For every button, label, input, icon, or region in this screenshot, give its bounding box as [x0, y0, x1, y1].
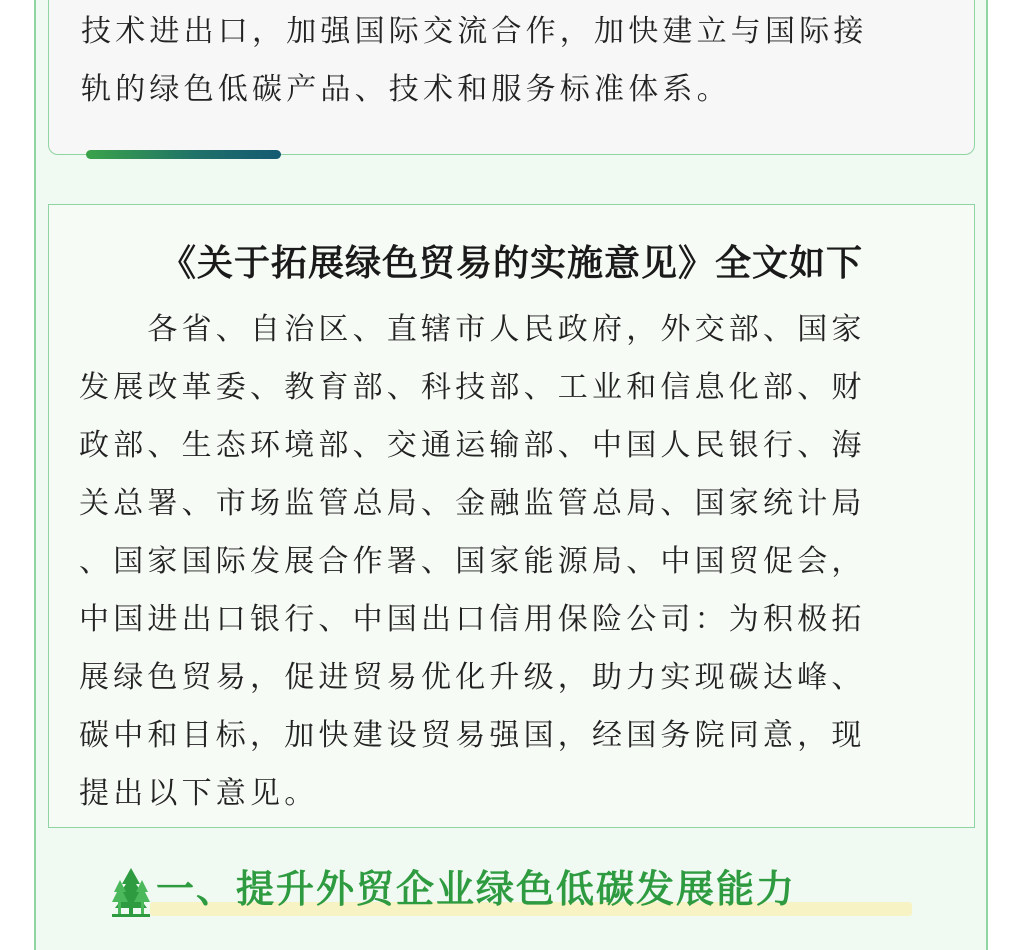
- accent-bar: [86, 150, 281, 159]
- section-heading: [110, 858, 920, 918]
- text-line: 关总署、市场监管总局、金融监管总局、国家统计局: [79, 486, 866, 521]
- text-line: 政部、生态环境部、交通运输部、中国人民银行、海: [79, 428, 866, 463]
- text-line: 展绿色贸易，促进贸易优化升级，助力实现碳达峰、: [79, 660, 866, 695]
- text-line: 各省、自治区、直辖市人民政府，外交部、国家: [79, 312, 866, 347]
- text-line: 、国家国际发展合作署、国家能源局、中国贸促会，: [79, 544, 866, 579]
- text-line: 碳中和目标，加快建设贸易强国，经国务院同意，现: [79, 718, 866, 753]
- text-line: 技术进出口，加强国际交流合作，加快建立与国际接: [81, 14, 868, 49]
- text-line: 发展改革委、教育部、科技部、工业和信息化部、财: [79, 370, 866, 405]
- top-card-lines: [81, 0, 961, 119]
- announcement-card: [48, 204, 975, 828]
- tree-icon: [110, 866, 152, 918]
- announcement-body: [79, 301, 959, 823]
- top-text-card: [48, 0, 975, 155]
- text-line: 提出以下意见。: [79, 776, 319, 811]
- text-line: 轨的绿色低碳产品、技术和服务标准体系。: [81, 72, 731, 107]
- announcement-title: 《关于拓展绿色贸易的实施意见》全文如下: [159, 243, 863, 284]
- section-heading-text: 一、提升外贸企业绿色低碳发展能力: [156, 867, 797, 911]
- text-line: 中国进出口银行、中国出口信用保险公司：为积极拓: [79, 602, 866, 637]
